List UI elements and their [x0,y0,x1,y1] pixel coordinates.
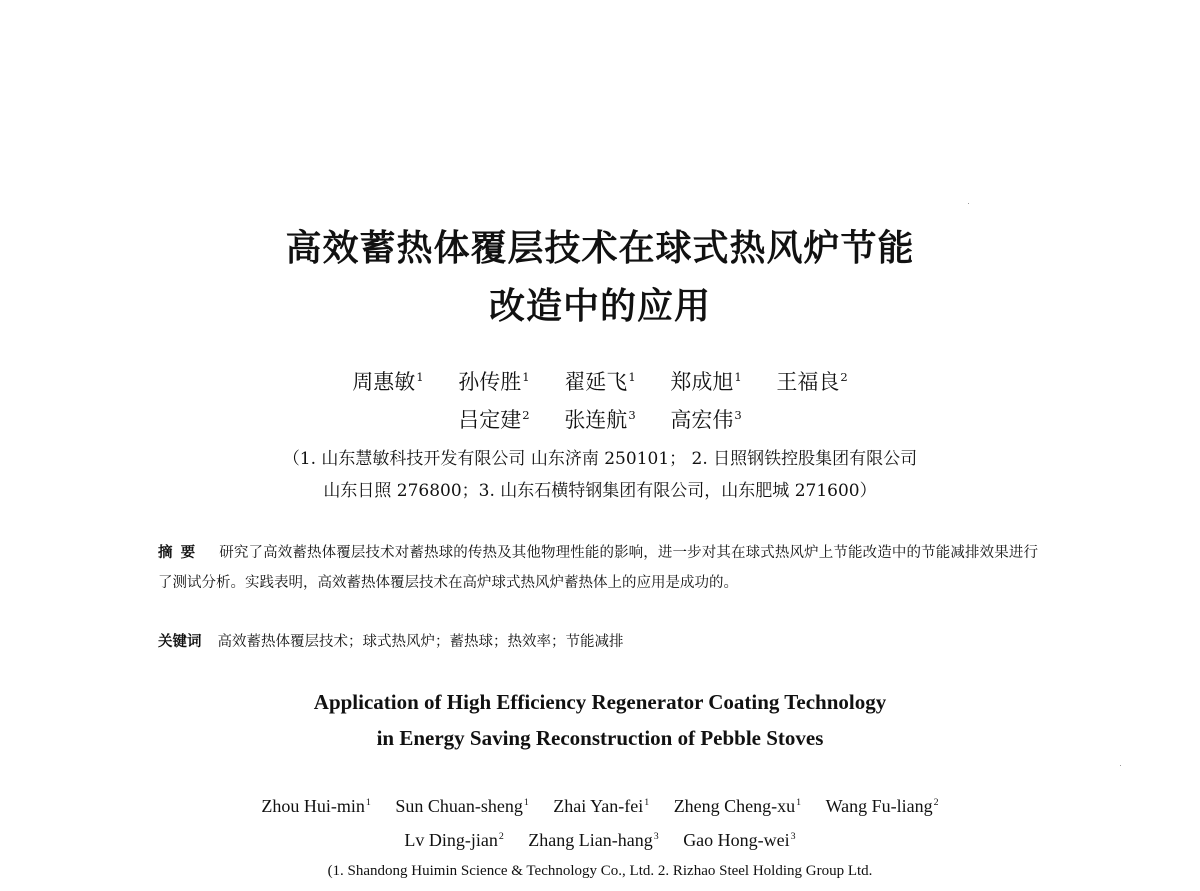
affiliation-cn-line1: （1. 山东慧敏科技开发有限公司 山东济南 250101； 2. 日照钢铁控股集团有限公司 [282,449,918,469]
title-cn-line1: 高效蓄热体覆层技术在球式热风炉节能 [285,228,915,269]
author-en: Gao Hong-wei$^3$ [683,830,796,850]
scan-speck [1120,765,1121,766]
title-en-line1: Application of High Efficiency Regenerator Coating Technology [313,690,887,714]
keywords-cn [158,630,1038,651]
authors-en-line2 [0,830,1200,851]
author-cn: 周惠敏$^1$ [352,370,424,394]
author-cn: 高宏伟$^3$ [670,408,742,432]
author-en: Wang Fu-liang$^2$ [825,796,939,816]
abstract-label: 摘要 [158,545,204,561]
author-en: Zheng Cheng-$xu^1$ [673,796,802,816]
authors-cn-line2 [0,404,1200,434]
author-cn: 郑成旭$^1$ [670,370,742,394]
affiliation-cn-line2: 山东日照 276800；3. 山东石横特钢集团有限公司，山东肥城 271600） [323,481,877,501]
author-en: Zhai Yan-fei$^1$ [553,796,650,816]
author-cn: 翟延飞$^1$ [564,370,636,394]
keywords-label: 关键词 [158,634,202,650]
title-cn-line2: 改造中的应用 [488,286,711,327]
title-en-line2: in Energy Saving Reconstruction of Pebble Stoves [376,726,824,750]
abstract-text: 研究了高效蓄热体覆层技术对蓄热球的传热及其他物理性能的影响，进一步对其在球式热风炉上节能改造中的节能减排效果进行了测试分析。实践表明，高效蓄热体覆层技术在高炉球式热风炉蓄热体上的应用是成功的。 [158,545,1038,591]
author-cn: 王福良$^2$ [776,370,848,394]
author-en: Zhang Lian-hang$^3$ [528,830,659,850]
authors-cn-line1 [0,366,1200,396]
author-en: Sun Chuan-sheng$^1$ [395,796,529,816]
keywords-text: 高效蓄热体覆层技术；球式热风炉；蓄热球；热效率；节能减排 [217,634,624,650]
authors-en-line1 [0,796,1200,817]
author-cn: 吕定建$^2$ [458,408,530,432]
author-en: Zhou Hui-$\min^1$ [261,796,371,816]
affiliation-en-line1: (1. Shandong Huimin Science & Technology Co., Ltd. 2. Rizhao Steel Holding Group Ltd. [327,863,873,879]
abstract-cn [158,538,1038,598]
author-cn: 孙传胜$^1$ [458,370,530,394]
scan-speck [968,203,969,204]
author-en: Lv Ding-jian$^2$ [404,830,504,850]
author-cn: 张连航$^3$ [564,408,636,432]
